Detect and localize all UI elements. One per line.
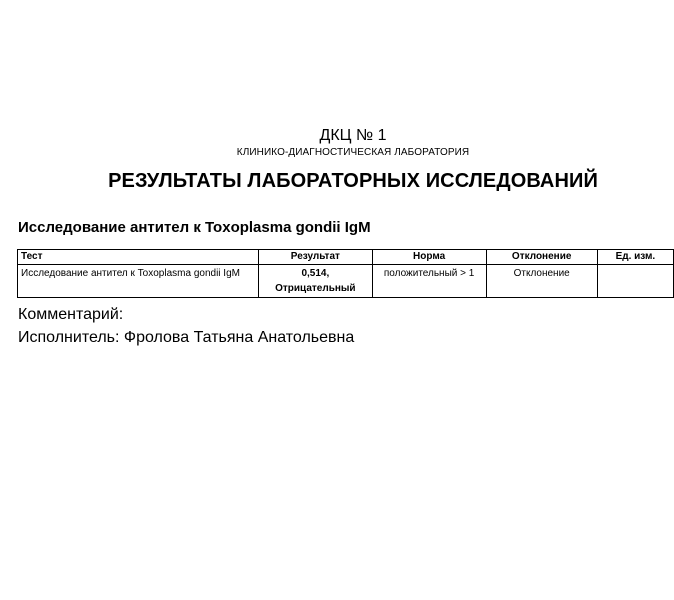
laboratory-name: КЛИНИКО-ДИАГНОСТИЧЕСКАЯ ЛАБОРАТОРИЯ	[236, 147, 470, 158]
organization-name: ДКЦ № 1	[319, 127, 387, 144]
executor-line: Исполнитель: Фролова Татьяна Анатольевна	[18, 329, 355, 346]
table-row	[18, 265, 674, 298]
cell-result	[259, 265, 373, 298]
section-title: Исследование антител к Toxoplasma gondii IgM	[18, 219, 371, 236]
column-header-deviation: Отклонение	[486, 250, 597, 265]
table-header-row	[18, 250, 674, 265]
cell-norm: положительный > 1	[372, 265, 486, 298]
cell-deviation: Отклонение	[486, 265, 597, 298]
cell-unit	[597, 265, 673, 298]
column-header-unit: Ед. изм.	[597, 250, 673, 265]
cell-test-name: Исследование антител к Toxoplasma gondii IgM	[18, 265, 259, 298]
document-title: РЕЗУЛЬТАТЫ ЛАБОРАТОРНЫХ ИССЛЕДОВАНИЙ	[108, 170, 598, 192]
column-header-test: Тест	[18, 250, 259, 265]
comment-label: Комментарий:	[18, 306, 124, 323]
column-header-result: Результат	[259, 250, 373, 265]
results-table	[17, 249, 674, 298]
column-header-norm: Норма	[372, 250, 486, 265]
result-interpretation: Отрицательный	[275, 283, 356, 294]
result-value: 0,514,	[301, 268, 330, 279]
